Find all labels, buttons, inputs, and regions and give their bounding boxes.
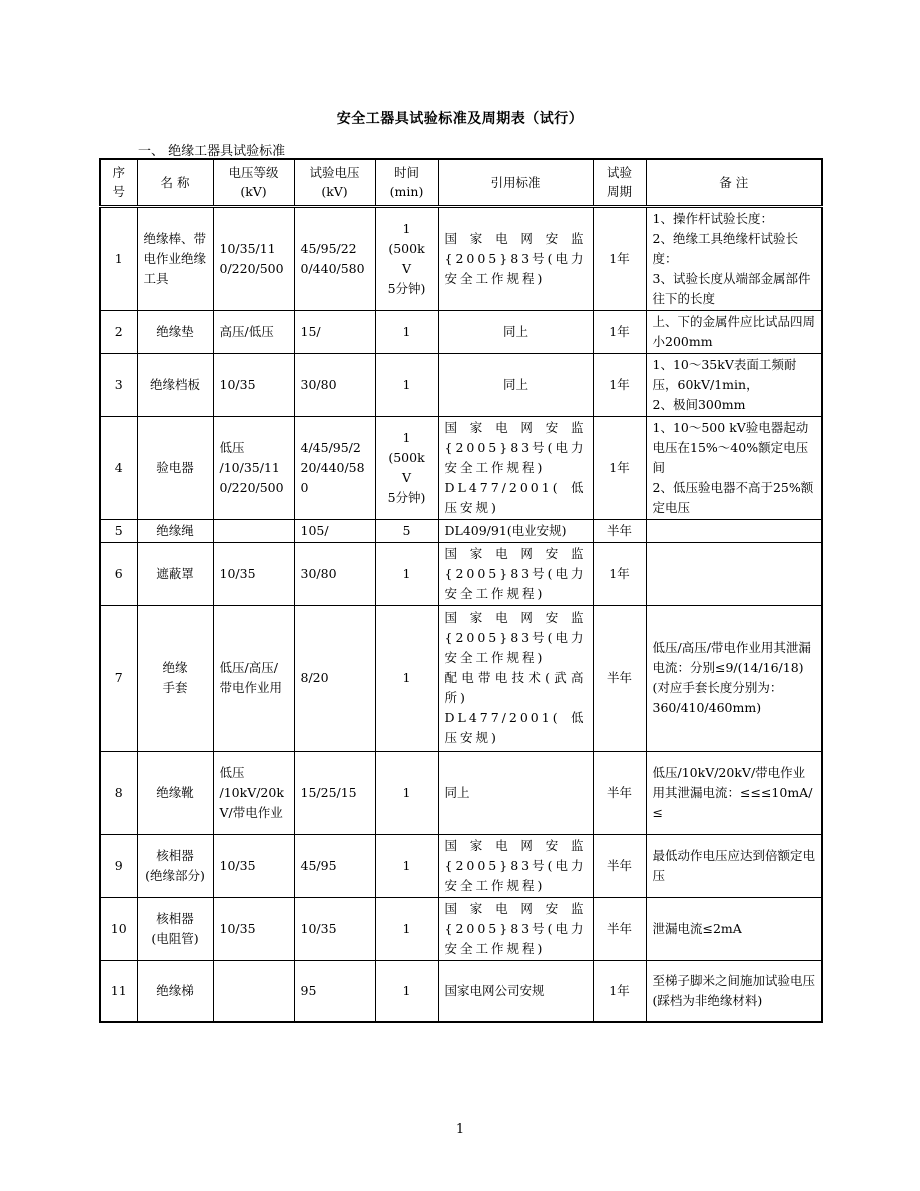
cell-name: 绝缘梯 — [137, 960, 213, 1022]
cell-time: 1 — [375, 310, 438, 353]
cell-period: 半年 — [593, 519, 646, 542]
header-no: 序 号 — [100, 159, 137, 206]
cell-name: 绝缘垫 — [137, 310, 213, 353]
cell-voltage — [213, 960, 294, 1022]
cell-standard: 国家电网安监{2005}83号(电力安全工作规程) — [438, 206, 593, 310]
header-period: 试验 周期 — [593, 159, 646, 206]
cell-name: 绝缘绳 — [137, 519, 213, 542]
cell-no: 5 — [100, 519, 137, 542]
page-number: 1 — [455, 1122, 465, 1137]
cell-period: 1年 — [593, 206, 646, 310]
cell-voltage: 10/35 — [213, 353, 294, 416]
cell-period: 1年 — [593, 353, 646, 416]
cell-test-voltage: 10/35 — [294, 897, 375, 960]
cell-period: 半年 — [593, 834, 646, 897]
header-remark: 备 注 — [646, 159, 822, 206]
cell-voltage: 10/35 — [213, 897, 294, 960]
cell-voltage: 低压 /10/35/110/220/500 — [213, 416, 294, 519]
cell-no: 8 — [100, 751, 137, 834]
cell-no: 6 — [100, 542, 137, 605]
cell-standard: 国家电网安监{2005}83号(电力安全工作规程) — [438, 834, 593, 897]
section-heading: 一、 绝缘工器具试验标准 — [138, 144, 286, 159]
cell-voltage: 10/35 — [213, 542, 294, 605]
header-name: 名 称 — [137, 159, 213, 206]
table-row — [100, 542, 822, 605]
cell-test-voltage: 45/95/220/440/580 — [294, 206, 375, 310]
cell-no: 10 — [100, 897, 137, 960]
cell-period: 1年 — [593, 542, 646, 605]
cell-remark: 1、10～500 kV验电器起动电压在15%～40%额定电压间 2、低压验电器不高于25%额定电压 — [646, 416, 822, 519]
table-row — [100, 834, 822, 897]
header-time: 时间 (min) — [375, 159, 438, 206]
header-test-voltage: 试验电压 (kV) — [294, 159, 375, 206]
cell-no: 1 — [100, 206, 137, 310]
cell-standard: 同上 — [438, 353, 593, 416]
cell-period: 半年 — [593, 897, 646, 960]
table-header-row — [100, 159, 822, 206]
table-row — [100, 605, 822, 751]
table-row — [100, 751, 822, 834]
page-title: 安全工器具试验标准及周期表（试行） — [336, 111, 584, 127]
cell-remark: 1、操作杆试验长度： 2、绝缘工具绝缘杆试验长度： 3、试验长度从端部金属部件往下的长度 — [646, 206, 822, 310]
cell-test-voltage: 4/45/95/220/440/580 — [294, 416, 375, 519]
cell-standard: 国家电网安监{2005}83号(电力安全工作规程) — [438, 542, 593, 605]
cell-no: 2 — [100, 310, 137, 353]
cell-period: 半年 — [593, 605, 646, 751]
table-row — [100, 960, 822, 1022]
cell-voltage: 10/35 — [213, 834, 294, 897]
cell-remark: 上、下的金属件应比试品四周小200mm — [646, 310, 822, 353]
cell-test-voltage: 15/25/15 — [294, 751, 375, 834]
cell-test-voltage: 15/ — [294, 310, 375, 353]
cell-period: 半年 — [593, 751, 646, 834]
cell-standard: 国家电网安监{2005}83号(电力安全工作规程) — [438, 897, 593, 960]
cell-voltage: 低压 /10kV/20kV/带电作业 — [213, 751, 294, 834]
cell-remark — [646, 519, 822, 542]
cell-remark — [646, 542, 822, 605]
cell-no: 9 — [100, 834, 137, 897]
cell-test-voltage: 95 — [294, 960, 375, 1022]
cell-voltage: 10/35/110/220/500 — [213, 206, 294, 310]
cell-voltage: 低压/高压/带电作业用 — [213, 605, 294, 751]
cell-test-voltage: 30/80 — [294, 542, 375, 605]
table-row — [100, 206, 822, 310]
cell-time: 1 — [375, 897, 438, 960]
cell-remark: 泄漏电流≤2mA — [646, 897, 822, 960]
table-row — [100, 353, 822, 416]
cell-period: 1年 — [593, 310, 646, 353]
cell-remark: 至梯子脚米之间施加试验电压(踩档为非绝缘材料) — [646, 960, 822, 1022]
cell-name: 绝缘靴 — [137, 751, 213, 834]
cell-name: 遮蔽罩 — [137, 542, 213, 605]
cell-name: 绝缘 手套 — [137, 605, 213, 751]
cell-time: 1 — [375, 834, 438, 897]
cell-name: 绝缘棒、带电作业绝缘工具 — [137, 206, 213, 310]
cell-name: 绝缘档板 — [137, 353, 213, 416]
cell-standard: 国家电网安监{2005}83号(电力安全工作规程) 配电带电技术(武高所) DL477/2001(低压安规) — [438, 605, 593, 751]
table-row — [100, 519, 822, 542]
cell-no: 4 — [100, 416, 137, 519]
cell-name: 验电器 — [137, 416, 213, 519]
cell-voltage — [213, 519, 294, 542]
cell-test-voltage: 105/ — [294, 519, 375, 542]
cell-test-voltage: 8/20 — [294, 605, 375, 751]
cell-name: 核相器 (电阻管) — [137, 897, 213, 960]
cell-time: 1 (500k V 5分钟) — [375, 416, 438, 519]
cell-time: 1 — [375, 960, 438, 1022]
cell-voltage: 高压/低压 — [213, 310, 294, 353]
header-voltage: 电压等级 (kV) — [213, 159, 294, 206]
cell-test-voltage: 45/95 — [294, 834, 375, 897]
cell-remark: 最低动作电压应达到倍额定电压 — [646, 834, 822, 897]
cell-time: 1 — [375, 751, 438, 834]
cell-standard: 同上 — [438, 310, 593, 353]
cell-no: 11 — [100, 960, 137, 1022]
cell-remark: 低压/10kV/20kV/带电作业用其泄漏电流：≤≤≤10mA/≤ — [646, 751, 822, 834]
table-row — [100, 897, 822, 960]
cell-remark: 低压/高压/带电作业用其泄漏电流：分别≤9/(14/16/18)(对应手套长度分别为：360/410/460mm) — [646, 605, 822, 751]
cell-time: 1 — [375, 353, 438, 416]
cell-time: 1 — [375, 542, 438, 605]
cell-standard: 国家电网安监{2005}83号(电力安全工作规程) DL477/2001(低压安规) — [438, 416, 593, 519]
cell-time: 1 (500k V 5分钟) — [375, 206, 438, 310]
cell-period: 1年 — [593, 416, 646, 519]
cell-no: 3 — [100, 353, 137, 416]
table-row — [100, 416, 822, 519]
header-standard: 引用标准 — [438, 159, 593, 206]
table-row — [100, 310, 822, 353]
cell-time: 5 — [375, 519, 438, 542]
cell-name: 核相器 (绝缘部分) — [137, 834, 213, 897]
cell-period: 1年 — [593, 960, 646, 1022]
cell-standard: 国家电网公司安规 — [438, 960, 593, 1022]
cell-no: 7 — [100, 605, 137, 751]
cell-time: 1 — [375, 605, 438, 751]
cell-test-voltage: 30/80 — [294, 353, 375, 416]
cell-remark: 1、10～35kV表面工频耐压，60kV/1min， 2、极间300mm — [646, 353, 822, 416]
cell-standard: 同上 — [438, 751, 593, 834]
test-standards-table — [99, 158, 823, 1023]
cell-standard: DL409/91(电业安规) — [438, 519, 593, 542]
